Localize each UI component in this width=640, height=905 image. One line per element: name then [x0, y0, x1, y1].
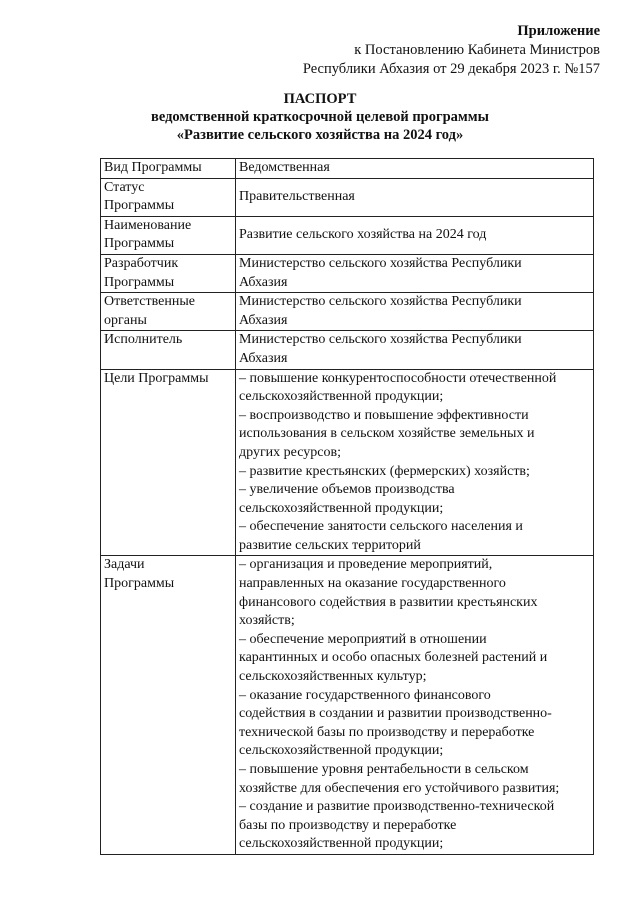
row-value-line: сельскохозяйственной продукции;: [239, 500, 444, 516]
row-value-line: – увеличение объемов производства: [239, 482, 455, 498]
document-subtitle: ведомственной краткосрочной целевой программы: [151, 109, 489, 125]
row-label-cell: [101, 556, 236, 855]
table-row: [101, 178, 594, 216]
table-row: [101, 254, 594, 292]
row-value-line: – создание и развитие производственно-технической: [239, 799, 555, 815]
row-value-line: Развитие сельского хозяйства на 2024 год: [239, 227, 487, 243]
row-value-line: – воспроизводство и повышение эффективности: [239, 407, 529, 423]
row-value-line: хозяйств;: [239, 613, 295, 629]
row-value-line: сельскохозяйственных культур;: [239, 669, 427, 685]
row-value-line: карантинных и особо опасных болезней растений и: [239, 650, 548, 666]
table-row: [101, 216, 594, 254]
row-value-line: развитие сельских территорий: [239, 537, 421, 553]
row-label-line: Разработчик: [104, 255, 179, 271]
row-value-line: – обеспечение занятости сельского населения и: [239, 519, 523, 535]
row-value-line: содействия в создании и развитии производственно-: [239, 706, 552, 722]
table-row: [101, 556, 594, 855]
document-heading: [0, 90, 640, 144]
row-value-line: сельскохозяйственной продукции;: [239, 836, 444, 852]
row-value-cell: [236, 159, 594, 179]
passport-table: [100, 158, 594, 855]
passport-table-body: [101, 159, 594, 855]
row-label-line: Вид Программы: [104, 160, 202, 175]
row-value-line: – организация и проведение мероприятий,: [239, 557, 493, 573]
row-value-line: Министерство сельского хозяйства Республики: [239, 294, 522, 310]
row-value-line: технической базы по производству и переработке: [239, 724, 535, 740]
row-value-cell: [236, 369, 594, 556]
row-value-line: финансового содействия в развитии крестьянских: [239, 594, 538, 610]
row-value-line: Министерство сельского хозяйства Республики: [239, 332, 522, 348]
row-value-cell: [236, 216, 594, 254]
row-label-cell: [101, 331, 236, 369]
appendix-title: Приложение: [517, 23, 600, 39]
row-value-line: – развитие крестьянских (фермерских) хозяйств;: [239, 463, 530, 479]
row-value-line: сельскохозяйственной продукции;: [239, 743, 444, 759]
row-label-line: Исполнитель: [104, 332, 183, 348]
row-value-line: Абхазия: [239, 312, 288, 328]
row-label-line: Программы: [104, 236, 175, 252]
program-name: «Развитие сельского хозяйства на 2024 год»: [176, 127, 464, 143]
row-label-cell: [101, 293, 236, 331]
row-value-cell: [236, 293, 594, 331]
row-value-line: других ресурсов;: [239, 444, 341, 460]
row-value-line: Правительственная: [239, 188, 355, 204]
row-value-line: Министерство сельского хозяйства Республики: [239, 255, 522, 271]
row-value-line: – повышение уровня рентабельности в сельском: [239, 762, 529, 777]
row-value-cell: [236, 254, 594, 292]
row-value-line: хозяйстве для обеспечения его устойчивого развития;: [239, 780, 560, 796]
row-label-cell: [101, 254, 236, 292]
row-label-line: Программы: [104, 274, 175, 290]
table-row: [101, 293, 594, 331]
row-label-line: Цели Программы: [104, 370, 209, 386]
row-value-line: использования в сельском хозяйстве земельных и: [239, 426, 535, 442]
table-row: [101, 369, 594, 556]
row-value-cell: [236, 331, 594, 369]
row-label-line: Программы: [104, 198, 175, 214]
row-label-cell: [101, 369, 236, 556]
document-title: ПАСПОРТ: [283, 91, 357, 107]
table-row: [101, 159, 594, 179]
row-label-line: Ответственные: [104, 294, 195, 310]
row-label-cell: [101, 178, 236, 216]
table-row: [101, 331, 594, 369]
appendix-block: [303, 22, 600, 79]
row-label-cell: [101, 216, 236, 254]
row-label-line: Задачи: [104, 557, 145, 573]
row-value-line: – оказание государственного финансового: [239, 687, 491, 703]
row-value-line: Абхазия: [239, 350, 288, 366]
row-label-line: органы: [104, 312, 147, 328]
row-label-line: Наименование: [104, 217, 192, 233]
row-value-line: направленных на оказание государственного: [239, 576, 506, 592]
appendix-line-1: к Постановлению Кабинета Министров: [354, 42, 600, 58]
row-value-line: – обеспечение мероприятий в отношении: [239, 631, 487, 647]
row-value-line: сельскохозяйственной продукции;: [239, 389, 444, 405]
row-value-line: Ведомственная: [239, 160, 330, 175]
row-label-line: Программы: [104, 576, 175, 592]
row-value-line: – повышение конкурентоспособности отечественной: [239, 370, 557, 386]
row-label-line: Статус: [104, 179, 145, 195]
row-value-line: Абхазия: [239, 274, 288, 290]
row-value-cell: [236, 556, 594, 855]
row-label-cell: [101, 159, 236, 179]
row-value-line: базы по производству и переработке: [239, 817, 457, 833]
row-value-cell: [236, 178, 594, 216]
appendix-line-2: Республики Абхазия от 29 декабря 2023 г. №157: [302, 61, 600, 77]
